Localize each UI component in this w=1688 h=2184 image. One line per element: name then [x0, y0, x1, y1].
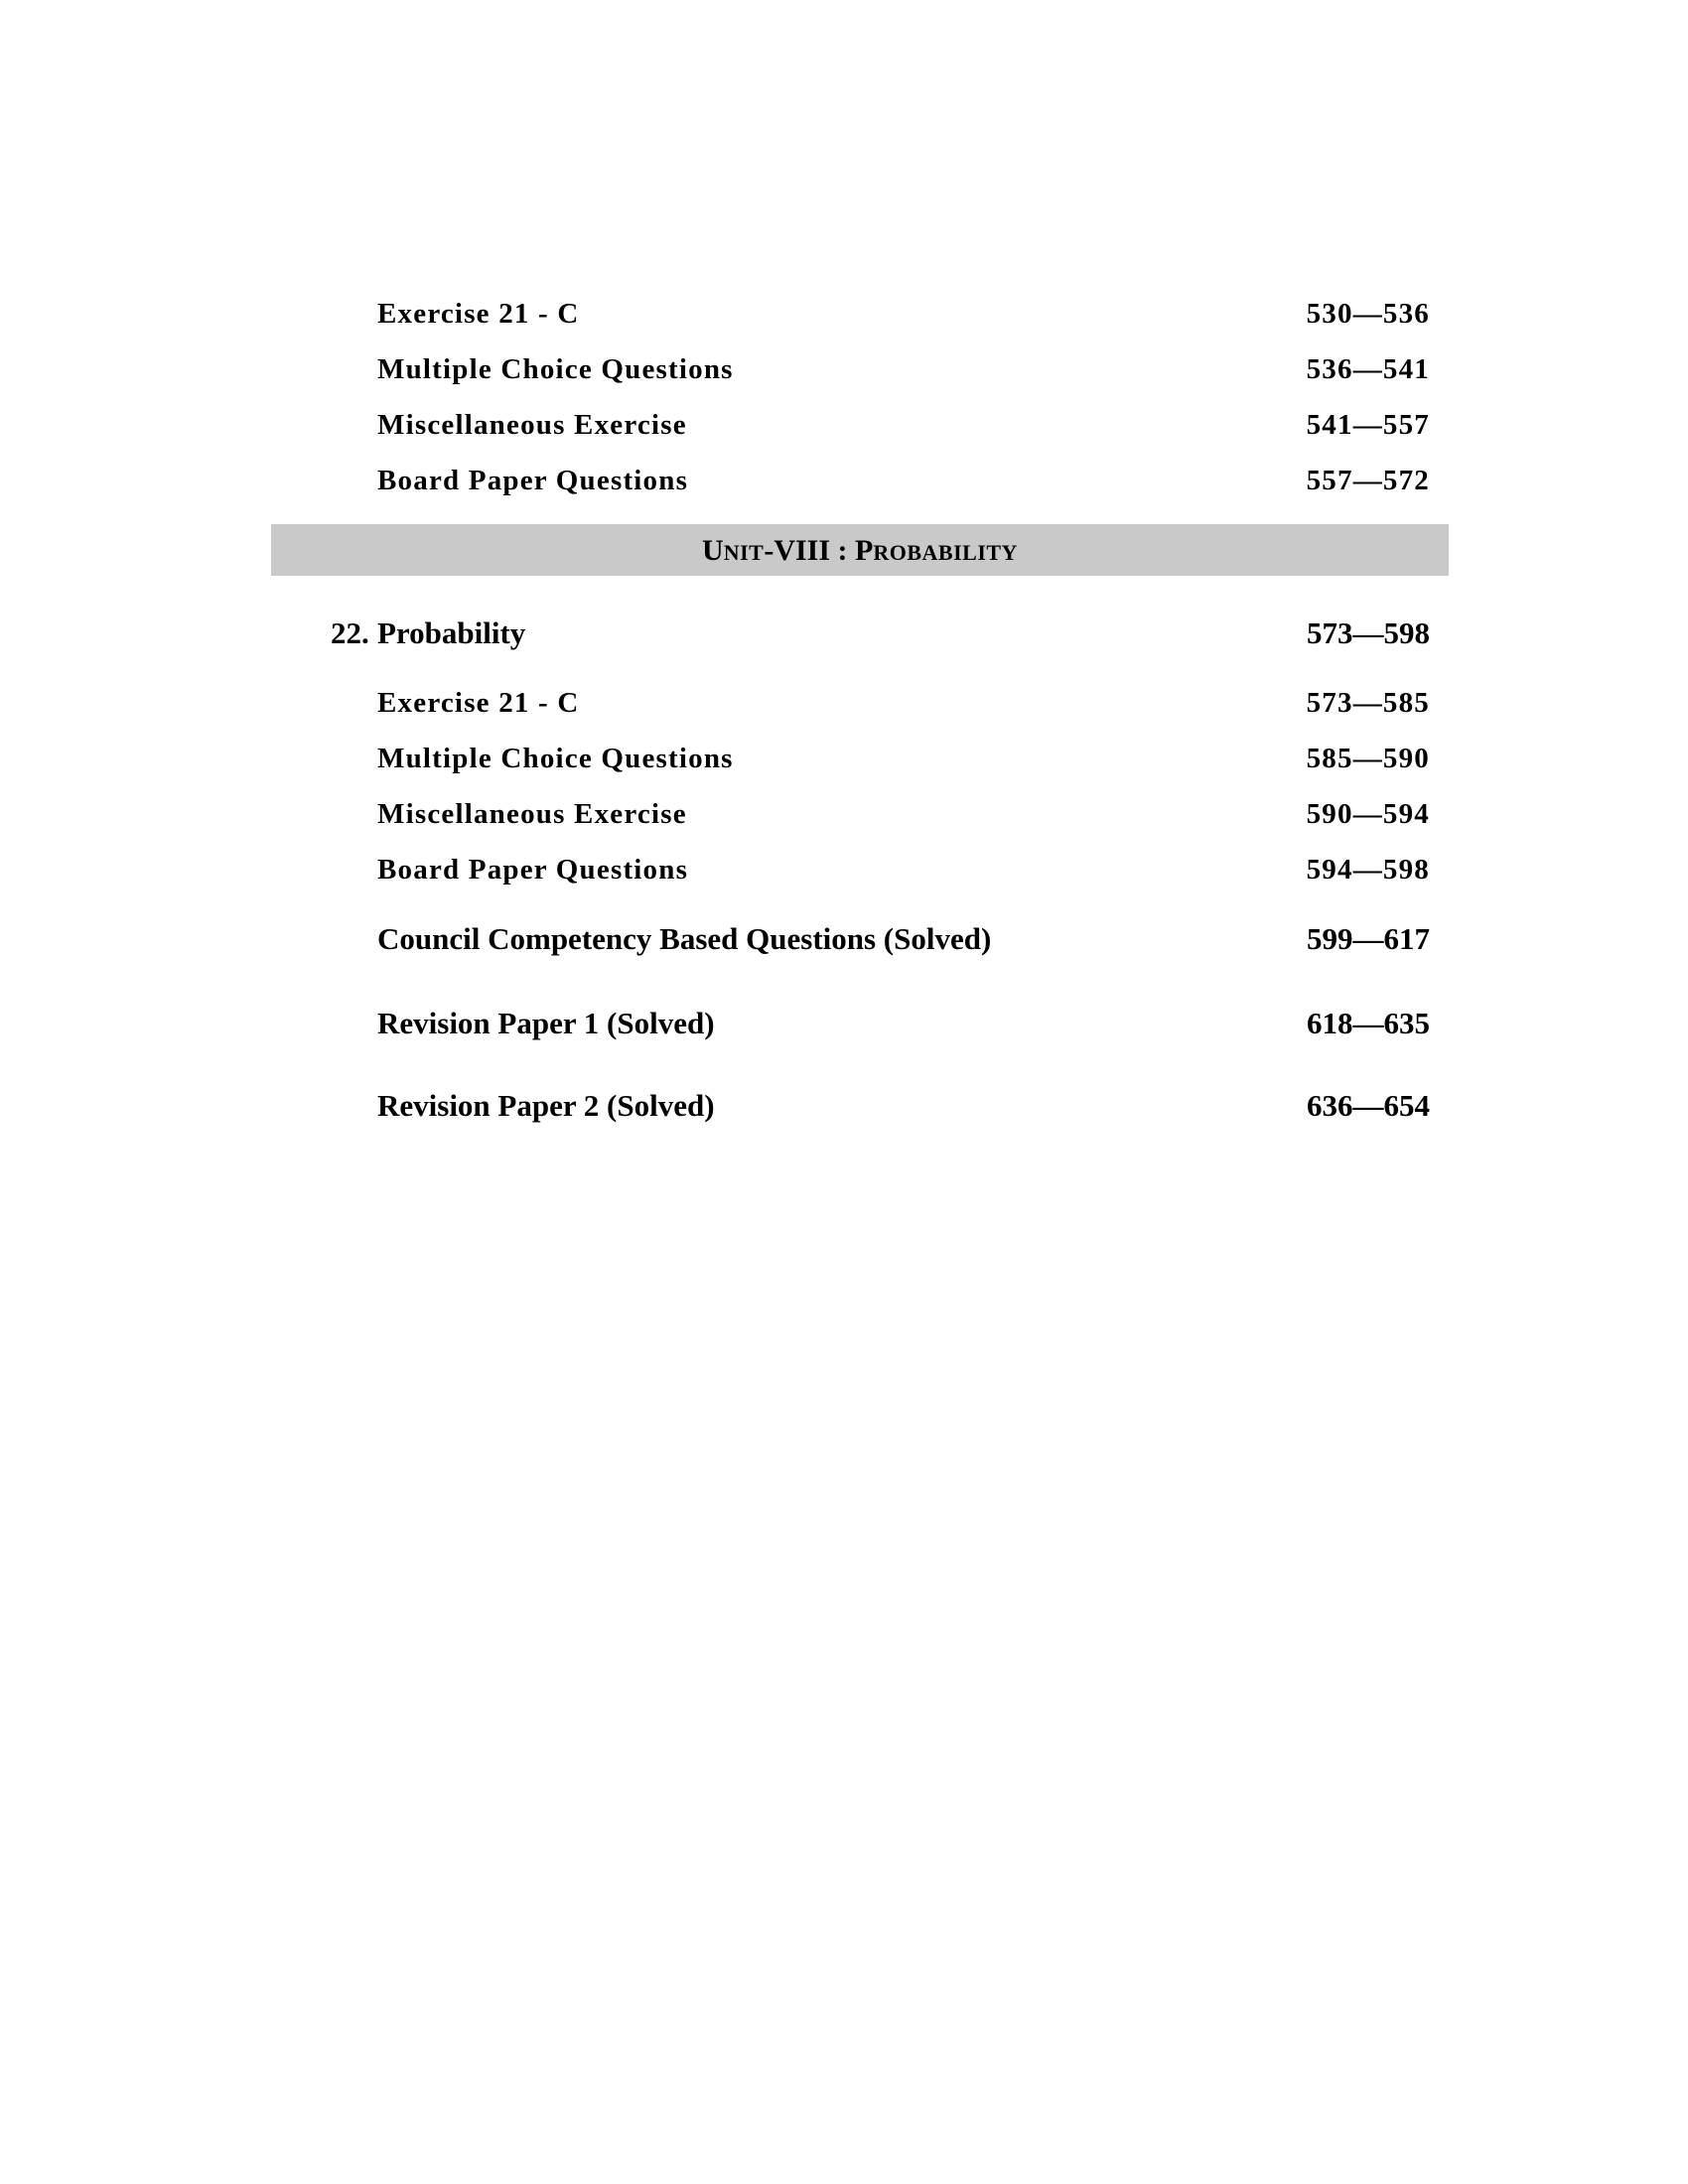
toc-entry-pages: 536—541: [1306, 353, 1430, 385]
toc-entry-pages: 530—536: [1306, 298, 1430, 330]
chapter-entry: [0, 612, 1688, 655]
toc-entry-pages: 573—585: [1306, 687, 1430, 719]
toc-section-entry: [0, 1002, 1688, 1045]
toc-entry: [0, 739, 1688, 778]
section-title: Council Competency Based Questions (Solved): [377, 921, 992, 956]
chapter-number: 22.: [331, 615, 369, 650]
toc-entry: [0, 349, 1688, 389]
section-title: Revision Paper 1 (Solved): [377, 1006, 715, 1040]
chapter-pages: 573—598: [1307, 615, 1430, 650]
section-pages: 636—654: [1307, 1088, 1430, 1123]
toc-entry: [0, 405, 1688, 445]
section-pages: 599—617: [1307, 921, 1430, 956]
toc-entry-pages: 594—598: [1306, 854, 1430, 886]
toc-entry: [0, 850, 1688, 889]
toc-entry-pages: 590—594: [1306, 798, 1430, 830]
toc-entry-title: Multiple Choice Questions: [377, 353, 734, 385]
toc-section-entry: [0, 917, 1688, 961]
toc-entry-title: Exercise 21 - C: [377, 298, 580, 330]
toc-entry-title: Board Paper Questions: [377, 854, 689, 886]
toc-entry: [0, 461, 1688, 500]
toc-entry-pages: 541—557: [1306, 409, 1430, 441]
unit-name-small: ROBABILITY: [873, 540, 1018, 565]
section-title: Revision Paper 2 (Solved): [377, 1088, 715, 1123]
toc-entry-title: Miscellaneous Exercise: [377, 409, 687, 441]
toc-section-entry: [0, 1084, 1688, 1128]
toc-entry-pages: 585—590: [1306, 743, 1430, 774]
toc-entry: [0, 794, 1688, 834]
unit-prefix-cap: U: [702, 534, 724, 567]
toc-entry-pages: 557—572: [1306, 465, 1430, 496]
toc-entry-title: Multiple Choice Questions: [377, 743, 734, 774]
toc-entry: [0, 683, 1688, 723]
unit-prefix-small: NIT: [723, 540, 765, 565]
toc-entry: [0, 294, 1688, 334]
chapter-title: Probability: [377, 615, 526, 650]
unit-numeral: -VIII :: [764, 534, 856, 567]
section-pages: 618—635: [1307, 1006, 1430, 1040]
unit-heading: [271, 524, 1449, 576]
toc-entry-title: Exercise 21 - C: [377, 687, 580, 719]
unit-name-cap: P: [855, 534, 874, 567]
toc-entry-title: Board Paper Questions: [377, 465, 689, 496]
toc-entry-title: Miscellaneous Exercise: [377, 798, 687, 830]
